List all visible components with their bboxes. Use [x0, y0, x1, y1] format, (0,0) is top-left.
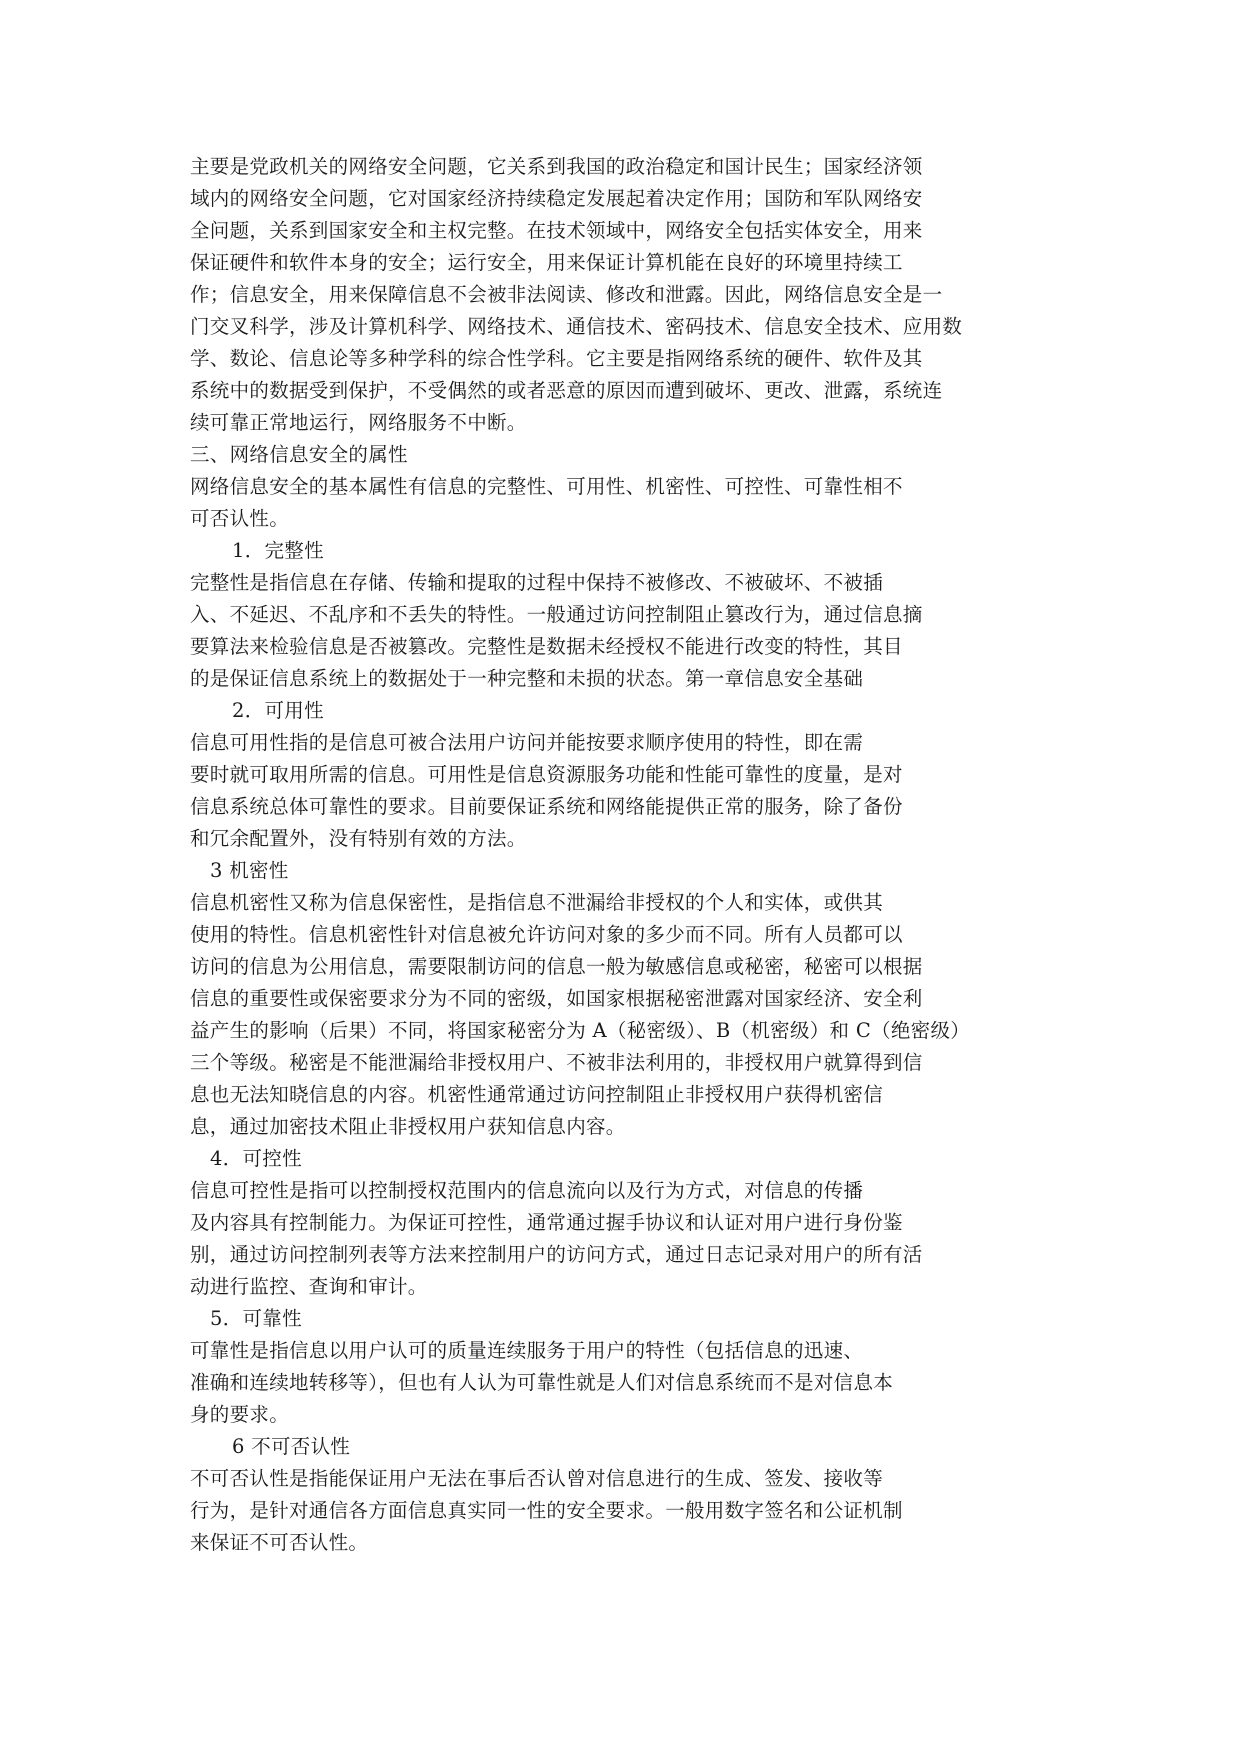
subsection-heading: 5．可靠性	[210, 1307, 302, 1330]
paragraph-line: 息也无法知晓信息的内容。机密性通常通过访问控制阻止非授权用户获得机密信	[190, 1083, 884, 1106]
paragraph-line: 信息可控性是指可以控制授权范围内的信息流向以及行为方式，对信息的传播	[190, 1179, 864, 1202]
paragraph-line: 息，通过加密技术阻止非授权用户获知信息内容。	[190, 1115, 626, 1138]
paragraph-line: 不可否认性是指能保证用户无法在事后否认曾对信息进行的生成、签发、接收等	[190, 1467, 884, 1490]
subsection-heading: 4．可控性	[210, 1147, 302, 1170]
paragraph-line: 可否认性。	[190, 507, 290, 530]
paragraph-line: 及内容具有控制能力。为保证可控性，通常通过握手协议和认证对用户进行身份鉴	[190, 1211, 903, 1234]
paragraph-line: 作；信息安全，用来保障信息不会被非法阅读、修改和泄露。因此，网络信息安全是一	[190, 283, 943, 306]
paragraph-line: 益产生的影响（后果）不同，将国家秘密分为 A（秘密级）、B（机密级）和 C（绝密级）	[190, 1019, 971, 1042]
paragraph-line: 身的要求。	[190, 1403, 290, 1426]
paragraph-line: 行为，是针对通信各方面信息真实同一性的安全要求。一般用数字签名和公证机制	[190, 1499, 903, 1522]
paragraph-line: 门交叉科学，涉及计算机科学、网络技术、通信技术、密码技术、信息安全技术、应用数	[190, 315, 963, 338]
paragraph-line: 全问题，关系到国家安全和主权完整。在技术领域中，网络安全包括实体安全，用来	[190, 219, 923, 242]
subsection-heading: 1．完整性	[232, 539, 324, 562]
subsection-heading: 3 机密性	[210, 859, 289, 882]
paragraph-line: 要算法来检验信息是否被篡改。完整性是数据未经授权不能进行改变的特性，其目	[190, 635, 903, 658]
paragraph-line: 域内的网络安全问题，它对国家经济持续稳定发展起着决定作用；国防和军队网络安	[190, 187, 923, 210]
paragraph-line: 信息系统总体可靠性的要求。目前要保证系统和网络能提供正常的服务，除了备份	[190, 795, 903, 818]
paragraph-line: 的是保证信息系统上的数据处于一种完整和未损的状态。第一章信息安全基础	[190, 667, 864, 690]
paragraph-line: 和冗余配置外，没有特别有效的方法。	[190, 827, 527, 850]
paragraph-line: 动进行监控、查询和审计。	[190, 1275, 428, 1298]
subsection-heading: 6 不可否认性	[232, 1435, 351, 1458]
paragraph-line: 信息的重要性或保密要求分为不同的密级，如国家根据秘密泄露对国家经济、安全利	[190, 987, 923, 1010]
paragraph-line: 信息可用性指的是信息可被合法用户访问并能按要求顺序使用的特性，即在需	[190, 731, 864, 754]
paragraph-line: 信息机密性又称为信息保密性，是指信息不泄漏给非授权的个人和实体，或供其	[190, 891, 884, 914]
paragraph-line: 完整性是指信息在存储、传输和提取的过程中保持不被修改、不被破坏、不被插	[190, 571, 884, 594]
paragraph-line: 主要是党政机关的网络安全问题，它关系到我国的政治稳定和国计民生；国家经济领	[190, 155, 923, 178]
paragraph-line: 三个等级。秘密是不能泄漏给非授权用户、不被非法利用的，非授权用户就算得到信	[190, 1051, 923, 1074]
paragraph-line: 来保证不可否认性。	[190, 1531, 369, 1554]
subsection-heading: 2．可用性	[232, 699, 324, 722]
paragraph-line: 要时就可取用所需的信息。可用性是信息资源服务功能和性能可靠性的度量，是对	[190, 763, 903, 786]
paragraph-line: 准确和连续地转移等），但也有人认为可靠性就是人们对信息系统而不是对信息本	[190, 1371, 894, 1394]
paragraph-line: 使用的特性。信息机密性针对信息被允许访问对象的多少而不同。所有人员都可以	[190, 923, 903, 946]
paragraph-line: 系统中的数据受到保护，不受偶然的或者恶意的原因而遭到破坏、更改、泄露，系统连	[190, 379, 943, 402]
paragraph-line: 保证硬件和软件本身的安全；运行安全，用来保证计算机能在良好的环境里持续工	[190, 251, 903, 274]
paragraph-line: 学、数论、信息论等多种学科的综合性学科。它主要是指网络系统的硬件、软件及其	[190, 347, 923, 370]
paragraph-line: 访问的信息为公用信息，需要限制访问的信息一般为敏感信息或秘密，秘密可以根据	[190, 955, 923, 978]
section-heading: 三、网络信息安全的属性	[190, 443, 408, 466]
paragraph-line: 别，通过访问控制列表等方法来控制用户的访问方式，通过日志记录对用户的所有活	[190, 1243, 923, 1266]
paragraph-line: 入、不延迟、不乱序和不丢失的特性。一般通过访问控制阻止篡改行为，通过信息摘	[190, 603, 923, 626]
paragraph-line: 网络信息安全的基本属性有信息的完整性、可用性、机密性、可控性、可靠性相不	[190, 475, 903, 498]
paragraph-line: 续可靠正常地运行，网络服务不中断。	[190, 411, 527, 434]
paragraph-line: 可靠性是指信息以用户认可的质量连续服务于用户的特性（包括信息的迅速、	[190, 1339, 864, 1362]
